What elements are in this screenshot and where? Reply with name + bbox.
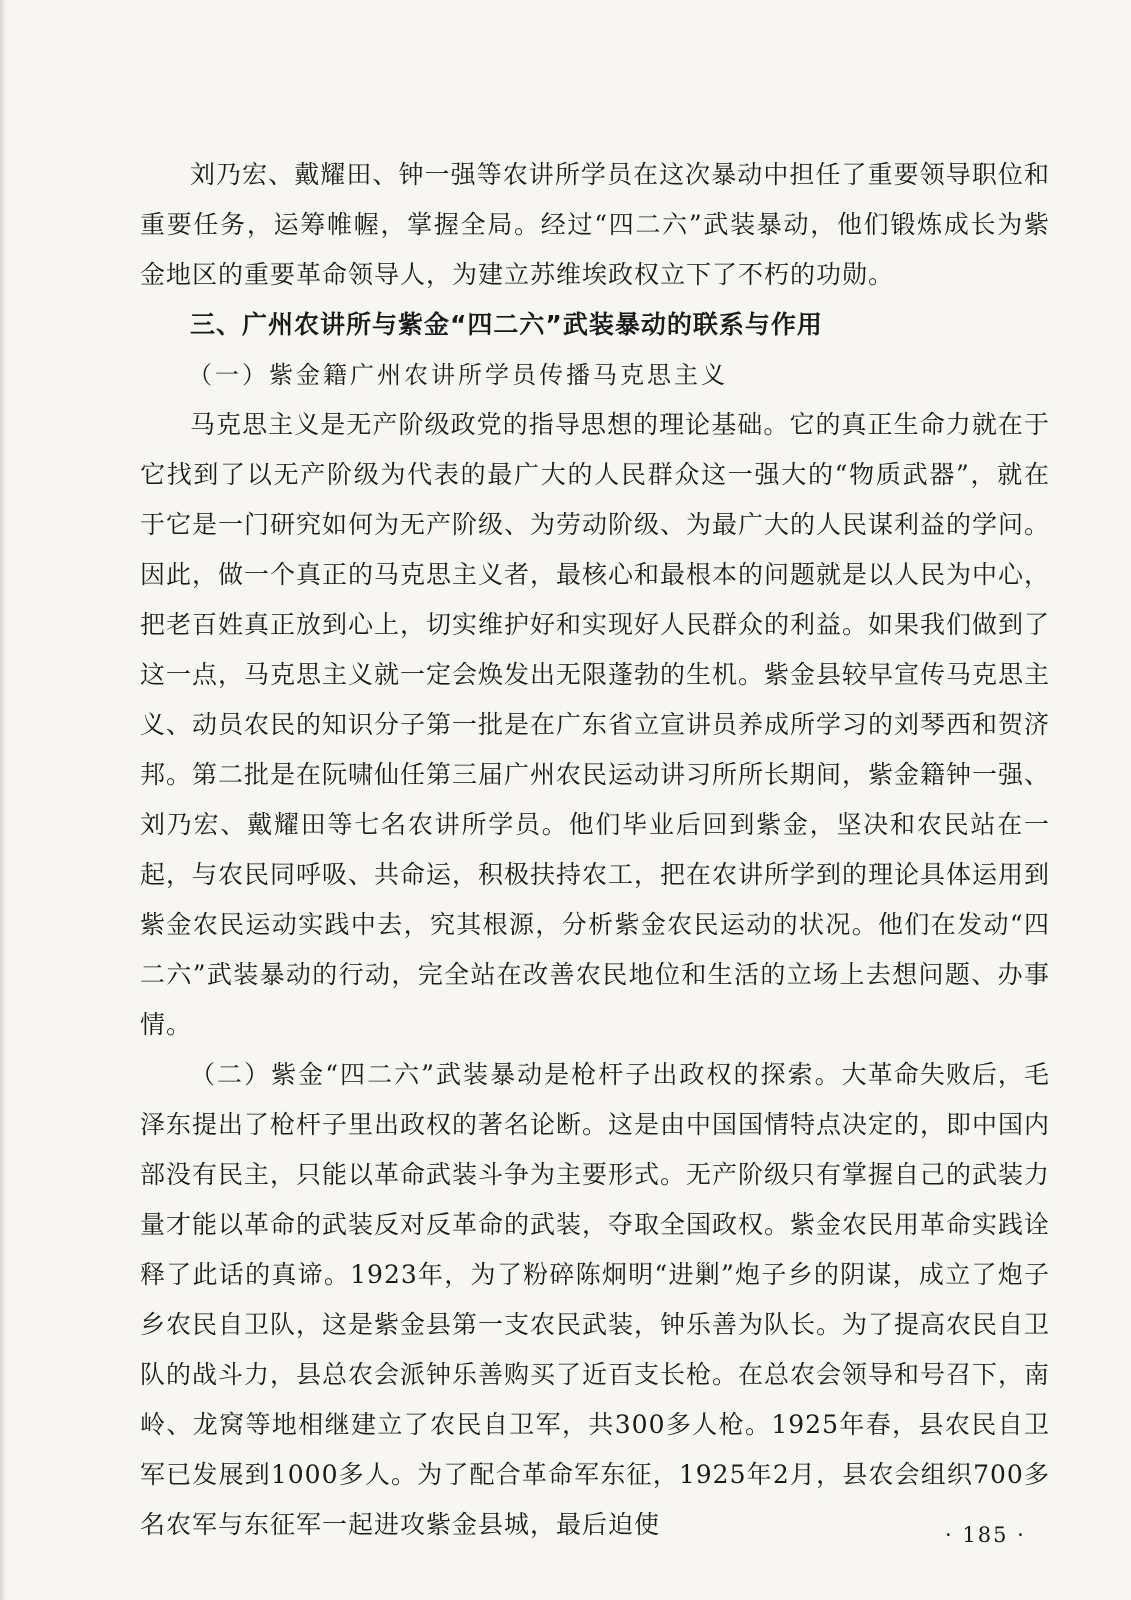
paragraph-3-block bbox=[140, 1050, 1050, 1550]
subheading-2: （二）紫金“四二六”武装暴动是枪杆子出政权的探索。 bbox=[190, 1060, 842, 1089]
page-number: · 185 · bbox=[945, 1523, 1026, 1547]
paragraph-2: 马克思主义是无产阶级政党的指导思想的理论基础。它的真正生命力就在于它找到了以无产阶级为代表的最广大的人民群众这一强大的“物质武器”，就在于它是一门研究如何为无产阶级、为劳动阶级、为最广大的人民谋利益的学问。因此，做一个真正的马克思主义者，最核心和最根本的问题就是以人民为中心，把老百姓真正放到心上，切实维护好和实现好人民群众的利益。如果我们做到了这一点，马克思主义就一定会焕发出无限蓬勃的生机。紫金县较早宣传马克思主义、动员农民的知识分子第一批是在广东省立宣讲员养成所学习的刘琴西和贺济邦。第二批是在阮啸仙任第三届广州农民运动讲习所所长期间，紫金籍钟一强、刘乃宏、戴耀田等七名农讲所学员。他们毕业后回到紫金，坚决和农民站在一起，与农民同呼吸、共命运，积极扶持农工，把在农讲所学到的理论具体运用到紫金农民运动实践中去，究其根源，分析紫金农民运动的状况。他们在发动“四二六”武装暴动的行动，完全站在改善农民地位和生活的立场上去想问题、办事情。 bbox=[140, 410, 1051, 1039]
document-body bbox=[140, 150, 1050, 1550]
section-heading: 三、广州农讲所与紫金“四二六”武装暴动的联系与作用 bbox=[190, 310, 823, 339]
scan-edge bbox=[0, 0, 6, 1600]
paragraph-3: 大革命失败后，毛泽东提出了枪杆子里出政权的著名论断。这是由中国国情特点决定的，即中国内部没有民主，只能以革命武装斗争为主要形式。无产阶级只有掌握自己的武装力量才能以革命的武装反对反革命的武装，夺取全国政权。紫金农民用革命实践诠释了此话的真谛。1923年，为了粉碎陈炯明“进剿”炮子乡的阴谋，成立了炮子乡农民自卫队，这是紫金县第一支农民武装，钟乐善为队长。为了提高农民自卫队的战斗力，县总农会派钟乐善购买了近百支长枪。在总农会领导和号召下，南岭、龙窝等地相继建立了农民自卫军，共300多人枪。1925年春，县农民自卫军已发展到1000多人。为了配合革命军东征，1925年2月，县农会组织700多名农军与东征军一起进攻紫金县城，最后迫使 bbox=[140, 1060, 1051, 1539]
subheading-1: （一）紫金籍广州农讲所学员传播马克思主义 bbox=[188, 361, 728, 389]
paragraph-1: 刘乃宏、戴耀田、钟一强等农讲所学员在这次暴动中担任了重要领导职位和重要任务，运筹帷幄，掌握全局。经过“四二六”武装暴动，他们锻炼成长为紫金地区的重要革命领导人，为建立苏维埃政权立下了不朽的功勋。 bbox=[140, 160, 1050, 289]
